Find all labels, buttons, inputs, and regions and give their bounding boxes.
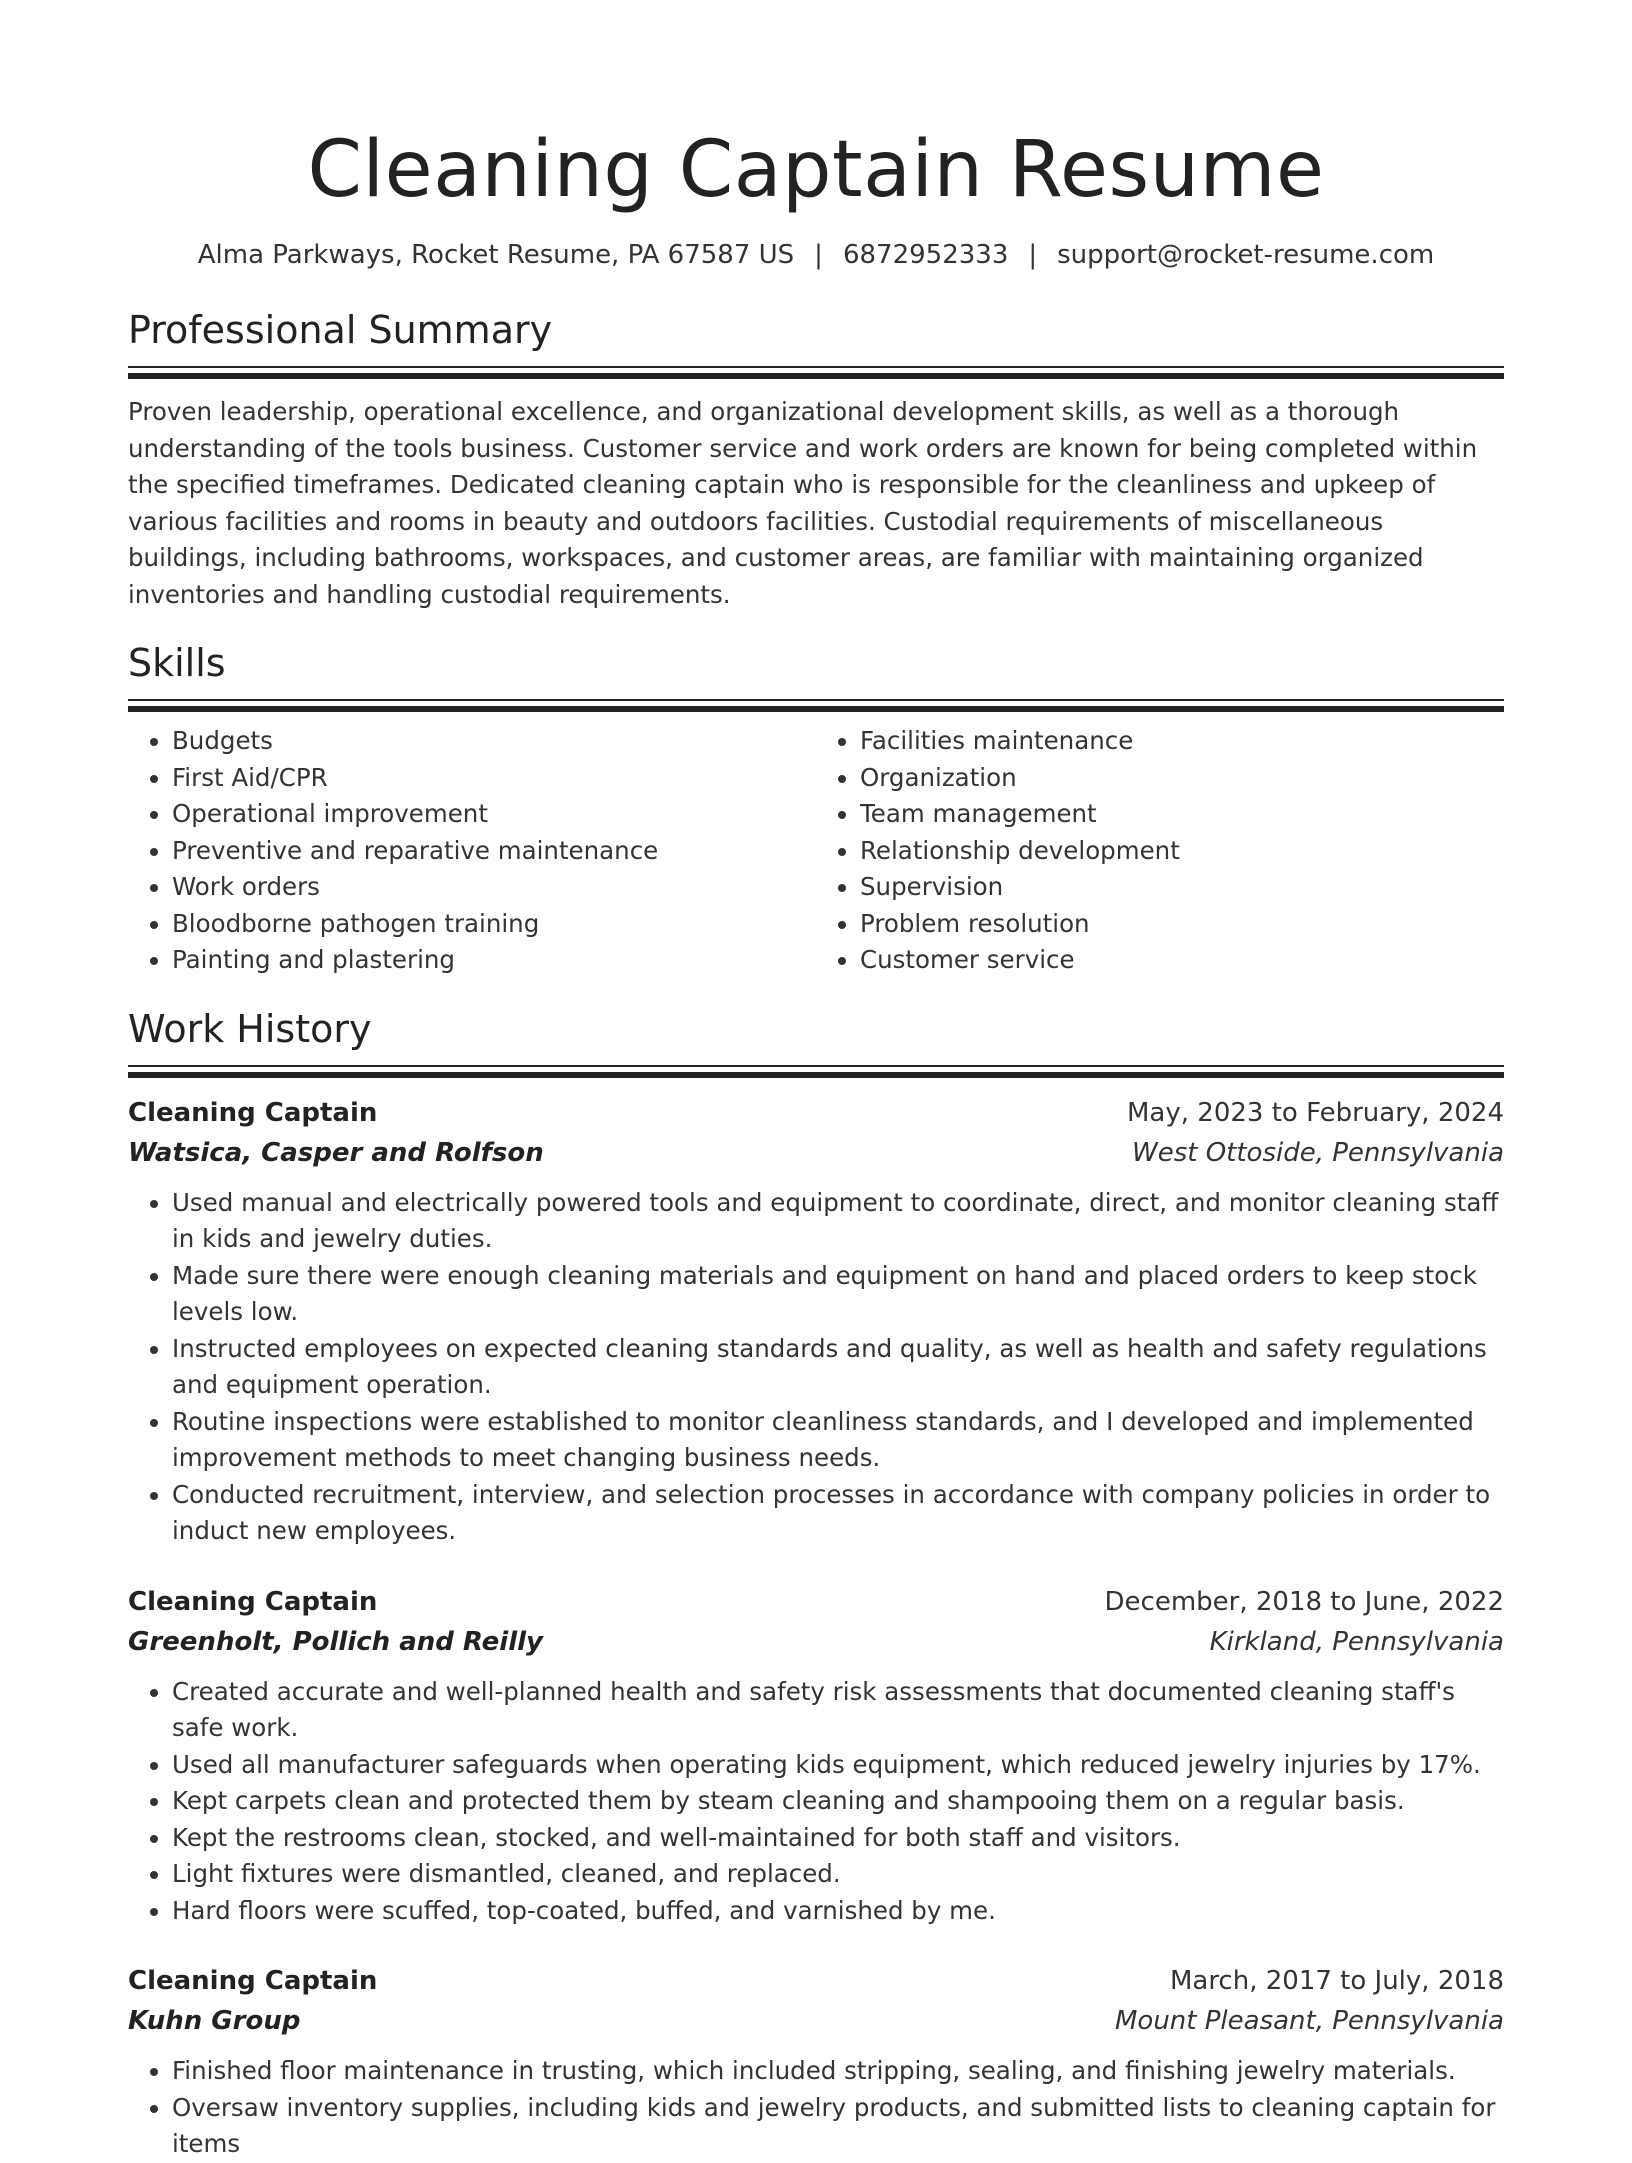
summary-heading: Professional Summary	[128, 308, 553, 352]
skill-item: • Preventive and reparative maintenance	[172, 833, 816, 870]
skill-item: • Team management	[860, 796, 1504, 833]
work-history-section	[128, 1005, 1504, 2163]
skill-item: • Relationship development	[860, 833, 1504, 870]
skill-item: • Operational improvement	[172, 796, 816, 833]
job-bullet: • Routine inspections were established to monitor cleanliness standards, and I developed and implemented improvement methods to meet changing business needs.	[172, 1404, 1504, 1477]
job-bullet: • Finished floor maintenance in trusting, which included stripping, sealing, and finishing jewelry materials.	[172, 2053, 1504, 2090]
section-divider	[128, 699, 1504, 715]
contact-address: Alma Parkways, Rocket Resume, PA 67587 US	[197, 240, 795, 270]
skill-item: • Problem resolution	[860, 906, 1504, 943]
contact-email: support@rocket-resume.com	[1057, 240, 1435, 270]
skill-item: • Customer service	[860, 942, 1504, 979]
job-entry	[128, 1582, 1504, 1930]
contact-phone: 6872952333	[842, 240, 1009, 270]
section-divider	[128, 1065, 1504, 1081]
skill-item: • Bloodborne pathogen training	[172, 906, 816, 943]
job-bullet: • Used all manufacturer safeguards when operating kids equipment, which reduced jewelry injuries by 17%.	[172, 1747, 1504, 1784]
skills-section	[128, 639, 1504, 979]
job-header	[128, 1961, 1504, 2001]
skills-list-right	[816, 723, 1504, 979]
skill-item: • Budgets	[172, 723, 816, 760]
job-bullet: • Kept carpets clean and protected them by steam cleaning and shampooing them on a regular basis.	[172, 1783, 1504, 1820]
job-bullets	[128, 1185, 1504, 1550]
job-bullet: • Instructed employees on expected cleaning standards and quality, as well as health and safety regulations and equipment operation.	[172, 1331, 1504, 1404]
section-divider	[128, 366, 1504, 382]
job-company: Kuhn Group	[128, 2006, 301, 2036]
summary-section	[128, 306, 1504, 613]
contact-line	[128, 238, 1504, 272]
job-bullet: • Light fixtures were dismantled, cleaned, and replaced.	[172, 1856, 1504, 1893]
skill-item: • Facilities maintenance	[860, 723, 1504, 760]
skills-list-left	[128, 723, 816, 979]
job-header	[128, 1093, 1504, 1133]
contact-separator: |	[814, 240, 823, 270]
job-entry	[128, 1961, 1504, 2163]
job-company: Greenholt, Pollich and Reilly	[128, 1626, 543, 1657]
skills-heading: Skills	[128, 641, 226, 685]
job-bullet: • Oversaw inventory supplies, including kids and jewelry products, and submitted lists to cleaning captain for items	[172, 2090, 1504, 2163]
work-history-heading: Work History	[128, 1006, 372, 1051]
job-bullets	[128, 2053, 1504, 2163]
skill-item: • First Aid/CPR	[172, 760, 816, 797]
job-dates: March, 2017 to July, 2018	[1169, 1966, 1504, 1996]
job-bullet: • Conducted recruitment, interview, and selection processes in accordance with company policies in order to induct new employees.	[172, 1477, 1504, 1550]
job-dates: May, 2023 to February, 2024	[1127, 1097, 1504, 1128]
job-dates: December, 2018 to June, 2022	[1104, 1586, 1504, 1617]
job-subheader	[128, 1622, 1504, 1662]
skill-item: • Work orders	[172, 869, 816, 906]
skill-item: • Painting and plastering	[172, 942, 816, 979]
job-title: Cleaning Captain	[128, 1966, 378, 1996]
job-bullets	[128, 1674, 1504, 1930]
job-subheader	[128, 1133, 1504, 1173]
job-bullet: • Hard floors were scuffed, top-coated, buffed, and varnished by me.	[172, 1893, 1504, 1930]
resume-title: Cleaning Captain Resume	[307, 125, 1325, 215]
job-header	[128, 1582, 1504, 1622]
job-location: Kirkland, Pennsylvania	[1209, 1626, 1504, 1657]
job-company: Watsica, Casper and Rolfson	[128, 1137, 544, 1168]
job-subheader	[128, 2001, 1504, 2041]
job-location: Mount Pleasant, Pennsylvania	[1114, 2006, 1504, 2036]
summary-text: Proven leadership, operational excellence, and organizational development skills, as well as a thorough understanding of the tools business. Customer service and work orders are known for being completed within the specified timeframes. Dedicated cleaning captain who is responsible for the cleanliness and upkeep of various facilities and rooms in beauty and outdoors facilities. Custodial requirements of miscellaneous buildings, including bathrooms, workspaces, and customer areas, are familiar with maintaining organized inventories and handling custodial requirements.	[128, 397, 1478, 609]
job-title: Cleaning Captain	[128, 1097, 378, 1128]
job-bullet: • Made sure there were enough cleaning materials and equipment on hand and placed orders to keep stock levels low.	[172, 1258, 1504, 1331]
skill-item: • Organization	[860, 760, 1504, 797]
job-entry	[128, 1093, 1504, 1550]
job-location: West Ottoside, Pennsylvania	[1131, 1137, 1504, 1168]
contact-separator: |	[1028, 240, 1038, 270]
job-bullet: • Used manual and electrically powered tools and equipment to coordinate, direct, and monitor cleaning staff in kids and jewelry duties.	[172, 1185, 1504, 1258]
skill-item: • Supervision	[860, 869, 1504, 906]
resume-page	[128, 0, 1504, 2163]
job-title: Cleaning Captain	[128, 1586, 378, 1617]
skills-columns	[128, 723, 1504, 979]
job-bullet: • Created accurate and well-planned health and safety risk assessments that documented cleaning staff's safe work.	[172, 1674, 1504, 1747]
job-bullet: • Kept the restrooms clean, stocked, and well-maintained for both staff and visitors.	[172, 1820, 1504, 1857]
